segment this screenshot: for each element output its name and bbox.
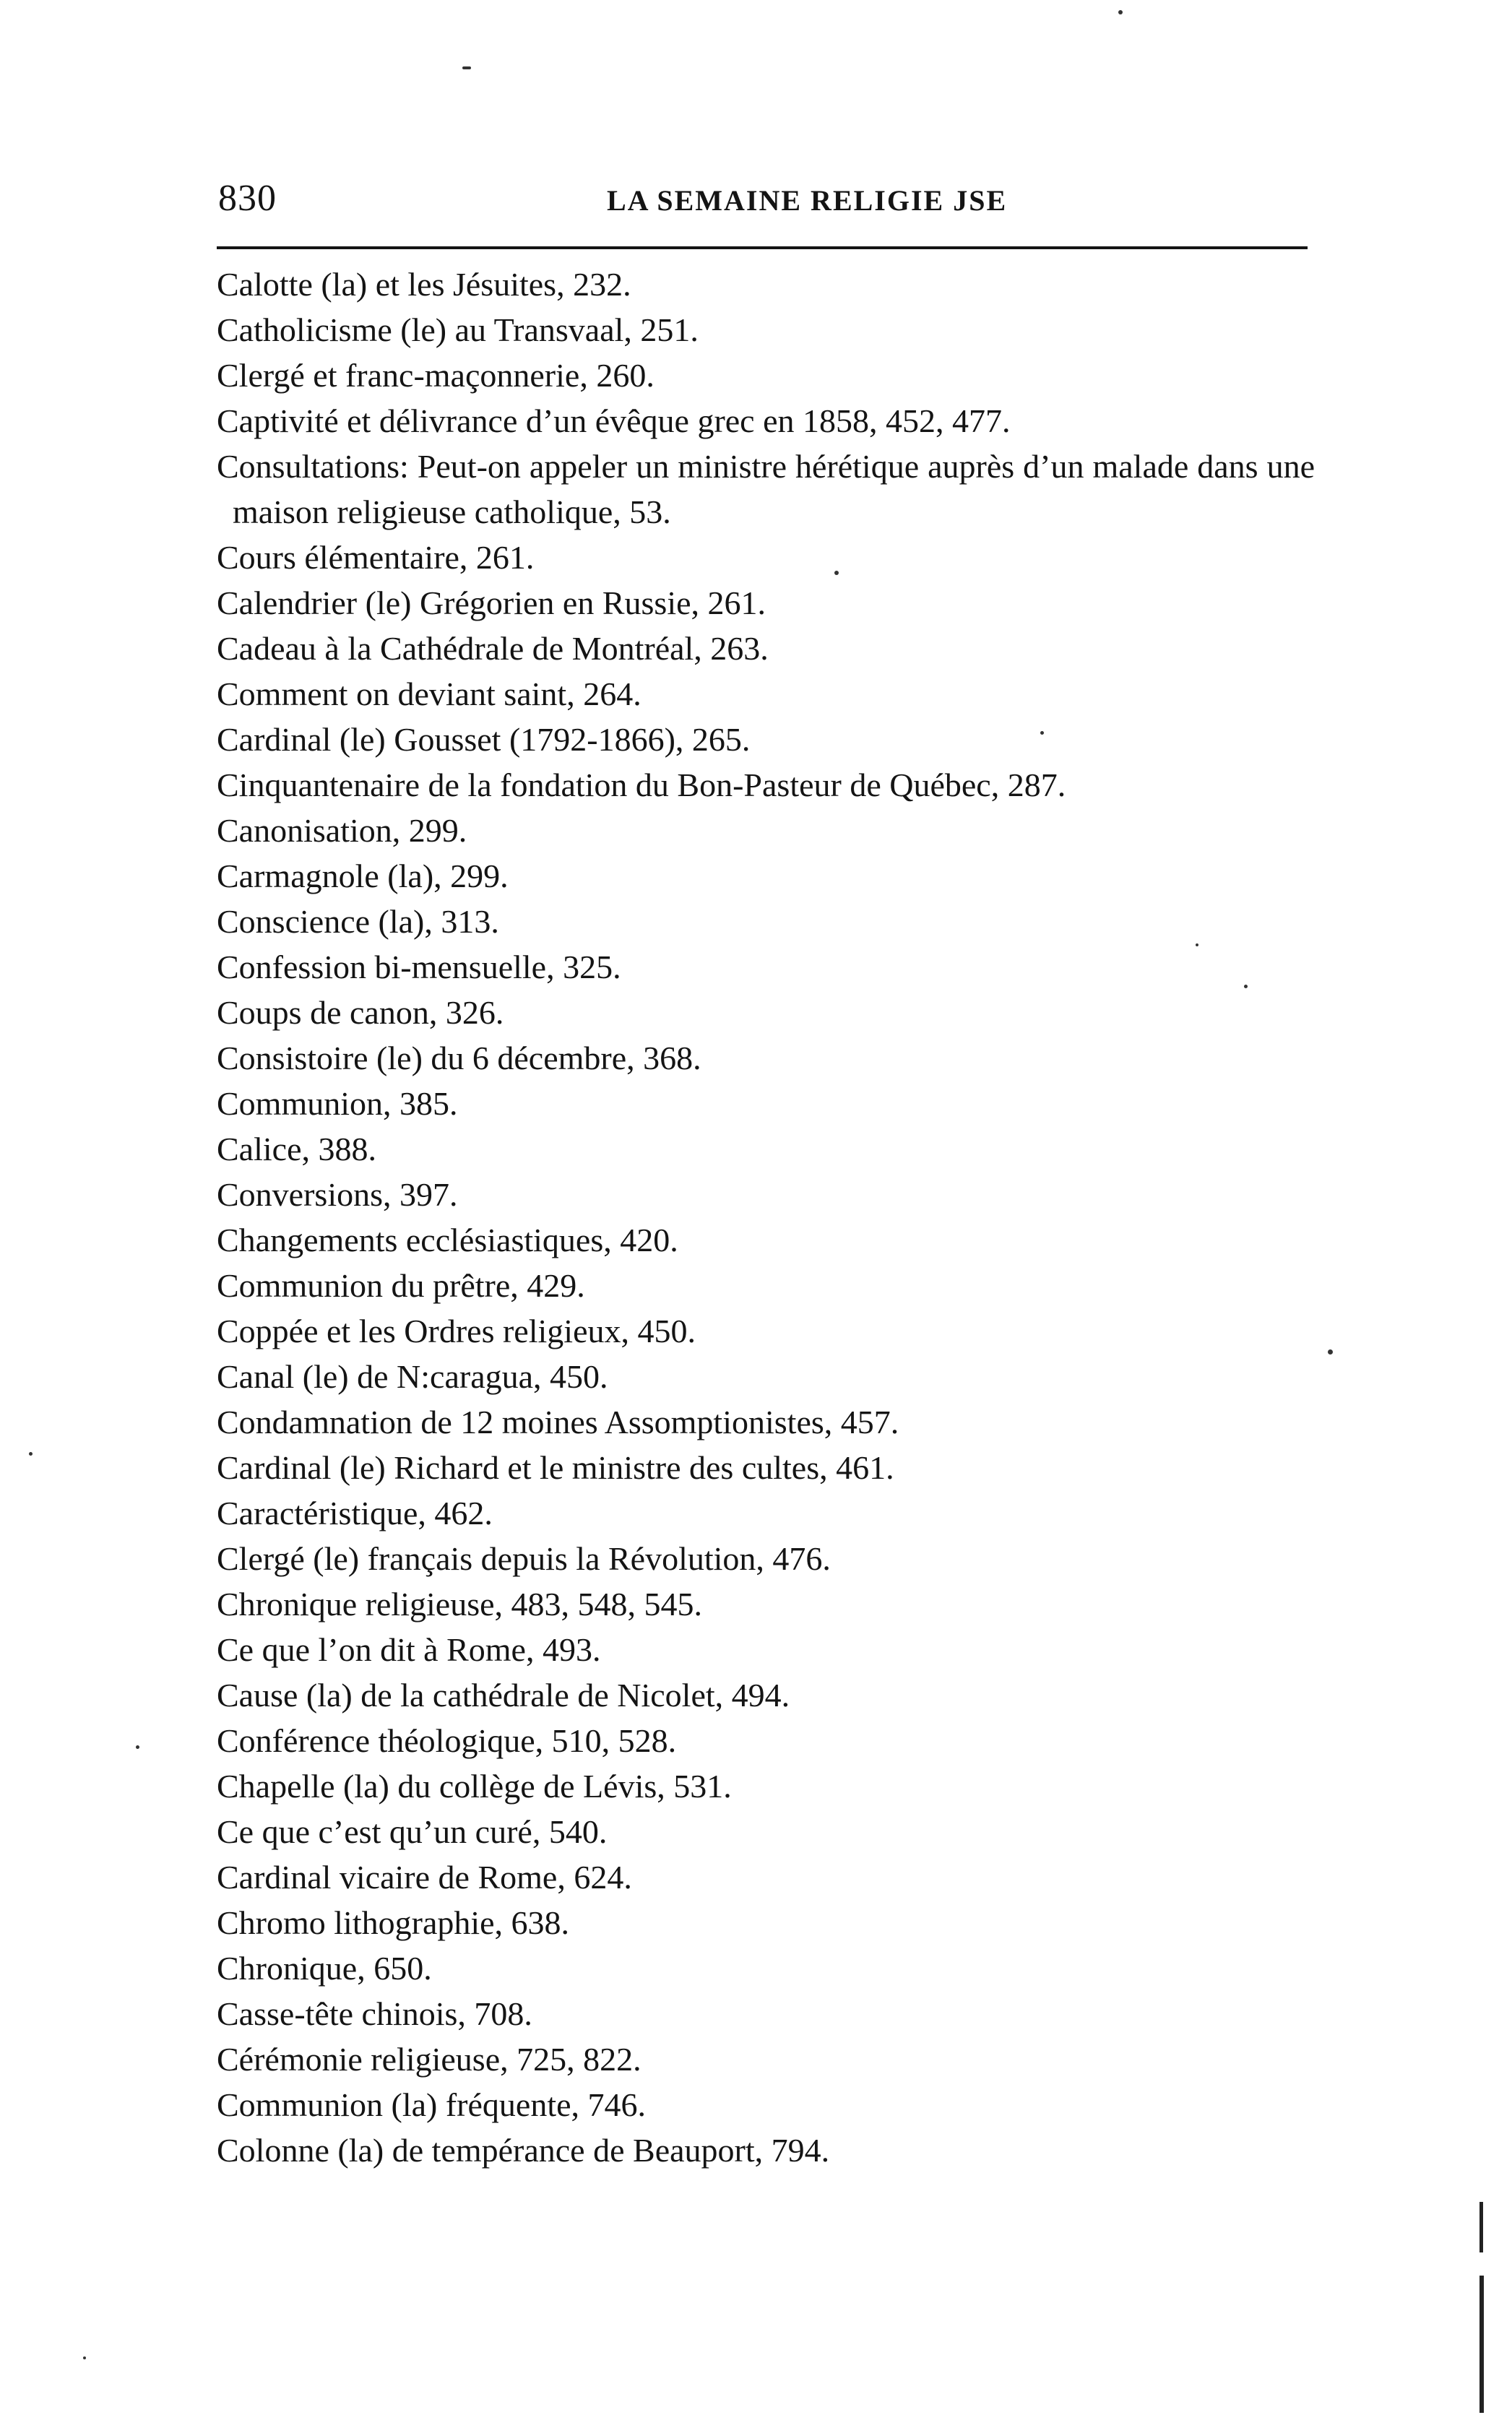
- index-entry: Casse-tête chinois, 708.: [217, 1995, 532, 2032]
- scan-speck: [136, 1745, 139, 1749]
- index-entry: Caractéristique, 462.: [217, 1495, 493, 1531]
- index-entry: Communion du prêtre, 429.: [217, 1267, 585, 1304]
- index-entry: Coppée et les Ordres religieux, 450.: [217, 1313, 696, 1349]
- index-entry: Conversions, 397.: [217, 1176, 458, 1213]
- index-entry: Canal (le) de N:caragua, 450.: [217, 1358, 608, 1395]
- scan-speck: [1328, 1349, 1333, 1355]
- index-entry: Cause (la) de la cathédrale de Nicolet, 494.: [217, 1677, 790, 1714]
- index-entry: Confession bi-mensuelle, 325.: [217, 949, 621, 985]
- index-entry: Cérémonie religieuse, 725, 822.: [217, 2041, 641, 2078]
- index-entry: Chronique, 650.: [217, 1950, 432, 1987]
- index-entry: Ce que c’est qu’un curé, 540.: [217, 1813, 608, 1850]
- scan-speck: [1244, 985, 1248, 988]
- scan-speck: [1196, 943, 1198, 946]
- index-entry: Calendrier (le) Grégorien en Russie, 261.: [217, 584, 766, 621]
- index-entry: Chapelle (la) du collège de Lévis, 531.: [217, 1768, 732, 1805]
- index-entry: Conférence théologique, 510, 528.: [217, 1722, 677, 1759]
- margin-mark: [1479, 2276, 1484, 2413]
- page-header: [217, 177, 1308, 249]
- margin-mark: [1479, 2202, 1483, 2252]
- index-entry: Catholicisme (le) au Transvaal, 251.: [217, 311, 699, 348]
- scan-speck: [83, 2356, 86, 2359]
- index-entry: Changements ecclésiastiques, 420.: [217, 1222, 678, 1258]
- index-entry: Carmagnole (la), 299.: [217, 857, 509, 894]
- scan-speck: [462, 66, 471, 69]
- index-entry: Canonisation, 299.: [217, 812, 467, 849]
- index-entry: Captivité et délivrance d’un évêque grec en 1858, 452, 477.: [217, 402, 1011, 439]
- index-entry: Ce que l’on dit à Rome, 493.: [217, 1631, 601, 1668]
- index-entry: Cardinal vicaire de Rome, 624.: [217, 1859, 632, 1896]
- index-entry: Calice, 388.: [217, 1131, 376, 1167]
- scan-speck: [834, 571, 839, 575]
- index-entry: Consultations: Peut-on appeler un ministre hérétique auprès d’un malade dans une maison religieuse catholique, 53.: [217, 448, 1315, 530]
- index-entry: Chronique religieuse, 483, 548, 545.: [217, 1586, 703, 1623]
- index-entry: Cours élémentaire, 261.: [217, 539, 535, 576]
- index-entry: Clergé (le) français depuis la Révolution, 476.: [217, 1540, 831, 1577]
- running-title: LA SEMAINE RELIGIE JSE: [607, 184, 1008, 217]
- index-entry: Cadeau à la Cathédrale de Montréal, 263.: [217, 630, 769, 667]
- scan-speck: [1040, 731, 1044, 735]
- index-entry: Coups de canon, 326.: [217, 994, 504, 1031]
- scan-speck: [29, 1452, 33, 1456]
- index-entries: [217, 262, 1315, 2173]
- header-rule: [217, 246, 1308, 249]
- index-entry: Calotte (la) et les Jésuites, 232.: [217, 266, 631, 303]
- index-entry: Condamnation de 12 moines Assomptionistes, 457.: [217, 1404, 899, 1440]
- index-entry: Clergé et franc-maçonnerie, 260.: [217, 357, 655, 394]
- index-entry: Cardinal (le) Gousset (1792-1866), 265.: [217, 721, 751, 758]
- index-entry: Comment on deviant saint, 264.: [217, 675, 641, 712]
- index-entry: Consistoire (le) du 6 décembre, 368.: [217, 1040, 701, 1076]
- index-entry: Communion (la) fréquente, 746.: [217, 2086, 647, 2123]
- index-entry: Colonne (la) de tempérance de Beauport, 794.: [217, 2132, 830, 2169]
- index-entry: Cinquantenaire de la fondation du Bon-Pasteur de Québec, 287.: [217, 766, 1066, 803]
- index-entry: Cardinal (le) Richard et le ministre des cultes, 461.: [217, 1449, 894, 1486]
- scan-speck: [1118, 10, 1123, 14]
- index-entry: Chromo lithographie, 638.: [217, 1904, 570, 1941]
- index-entry: Conscience (la), 313.: [217, 903, 499, 940]
- index-entry: Communion, 385.: [217, 1085, 458, 1122]
- page-number: 830: [218, 178, 277, 219]
